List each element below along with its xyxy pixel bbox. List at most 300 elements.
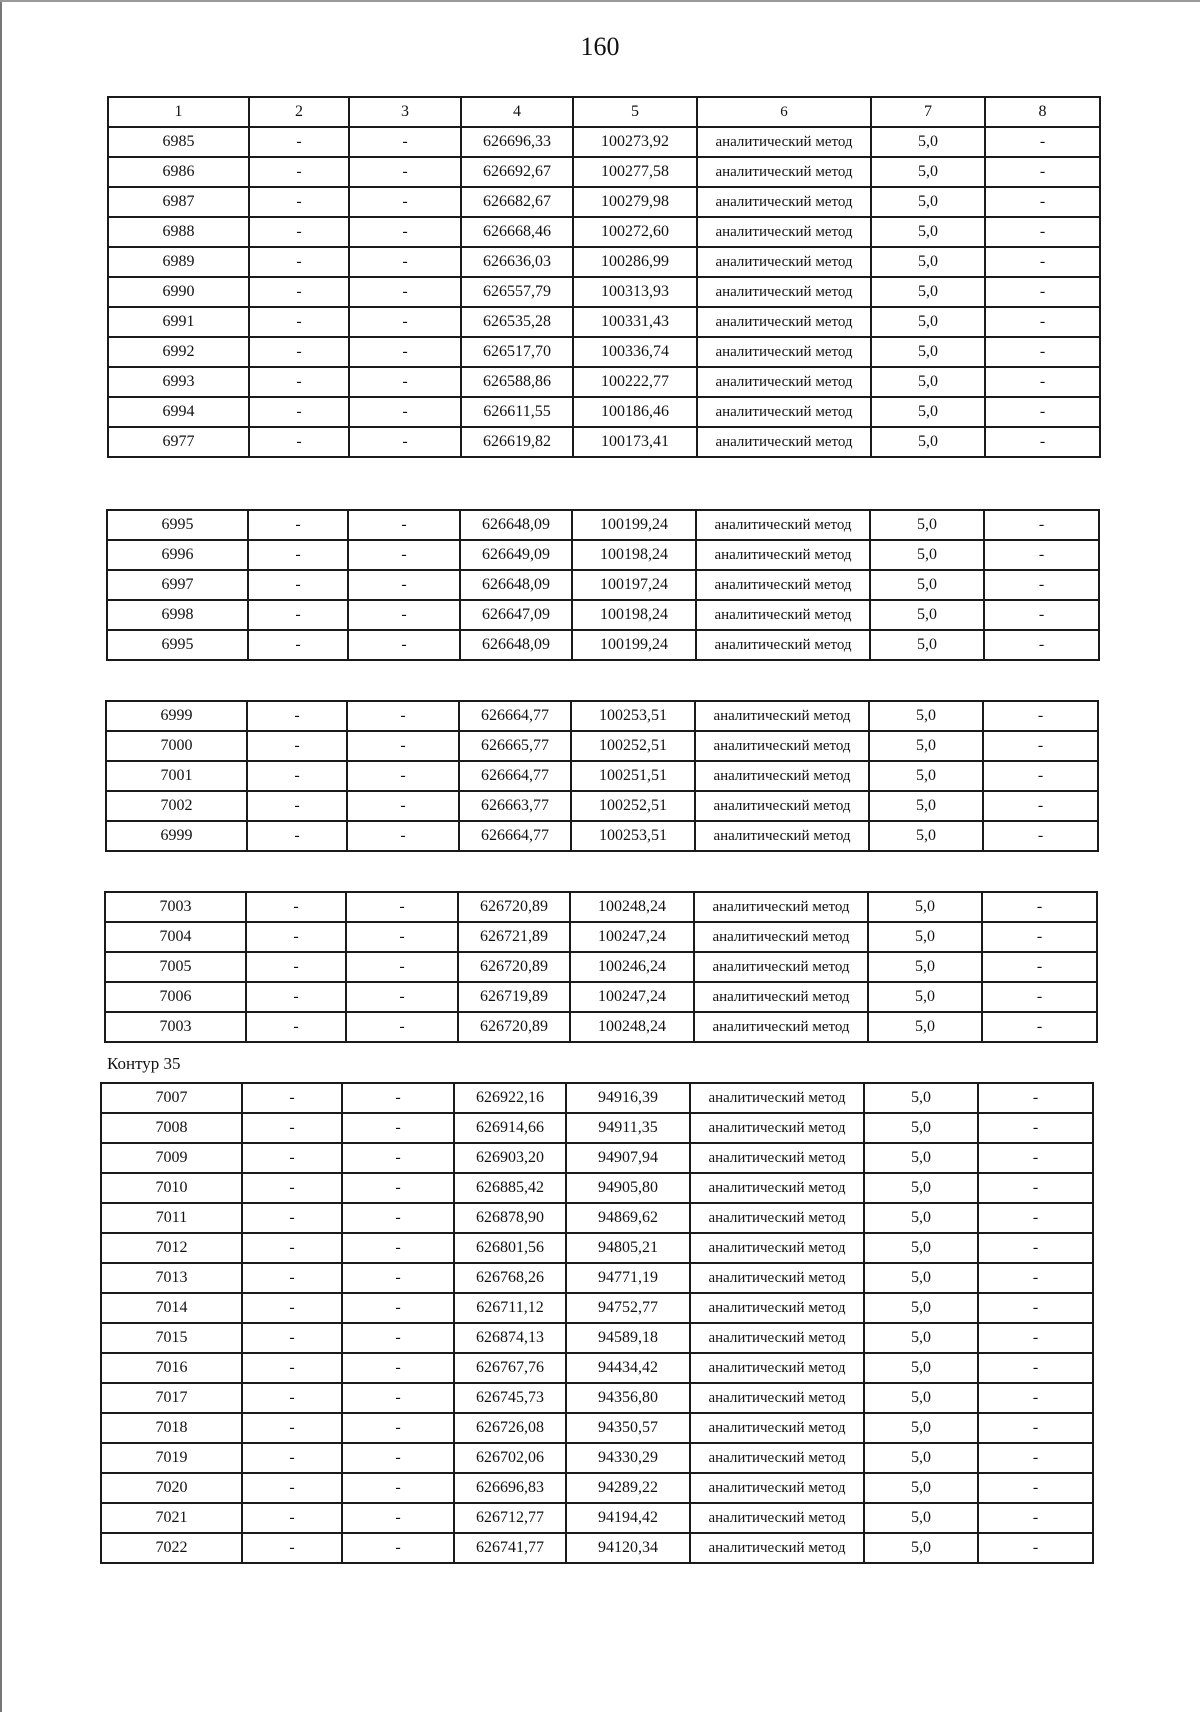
cell-accuracy: 5,0 [871, 307, 985, 337]
cell-col-2: - [242, 1263, 342, 1293]
cell-method: аналитический метод [690, 1533, 864, 1563]
cell-method: аналитический метод [690, 1383, 864, 1413]
cell-point-number: 6993 [108, 367, 249, 397]
cell-col-2: - [242, 1383, 342, 1413]
cell-coord-y: 100198,24 [572, 540, 696, 570]
cell-col-3: - [347, 731, 459, 761]
table-row [107, 540, 1099, 570]
cell-col-8: - [982, 952, 1097, 982]
cell-accuracy: 5,0 [871, 187, 985, 217]
table-row [101, 1533, 1093, 1563]
cell-coord-x: 626914,66 [454, 1113, 566, 1143]
cell-method: аналитический метод [697, 427, 871, 457]
cell-col-8: - [978, 1143, 1093, 1173]
cell-coord-y: 100279,98 [573, 187, 697, 217]
cell-point-number: 6999 [106, 821, 247, 851]
cell-coord-x: 626712,77 [454, 1503, 566, 1533]
cell-col-3: - [347, 701, 459, 731]
cell-point-number: 6997 [107, 570, 248, 600]
cell-col-2: - [246, 952, 346, 982]
cell-coord-x: 626668,46 [461, 217, 573, 247]
cell-accuracy: 5,0 [864, 1383, 978, 1413]
cell-col-2: - [247, 791, 347, 821]
cell-coord-x: 626721,89 [458, 922, 570, 952]
cell-coord-y: 100252,51 [571, 791, 695, 821]
cell-col-2: - [242, 1413, 342, 1443]
cell-col-8: - [978, 1293, 1093, 1323]
coordinates-table-group-4 [104, 891, 1098, 1043]
table-row [101, 1203, 1093, 1233]
cell-point-number: 6977 [108, 427, 249, 457]
table-row [108, 367, 1100, 397]
cell-method: аналитический метод [695, 761, 869, 791]
cell-col-2: - [249, 307, 349, 337]
cell-method: аналитический метод [690, 1203, 864, 1233]
table-row [101, 1413, 1093, 1443]
cell-accuracy: 5,0 [868, 892, 982, 922]
cell-col-3: - [342, 1083, 454, 1113]
cell-accuracy: 5,0 [868, 1012, 982, 1042]
table-row [106, 761, 1098, 791]
cell-coord-x: 626557,79 [461, 277, 573, 307]
cell-accuracy: 5,0 [869, 731, 983, 761]
cell-coord-y: 100336,74 [573, 337, 697, 367]
cell-accuracy: 5,0 [864, 1083, 978, 1113]
cell-coord-x: 626726,08 [454, 1413, 566, 1443]
cell-coord-x: 626719,89 [458, 982, 570, 1012]
cell-col-8: - [978, 1533, 1093, 1563]
cell-accuracy: 5,0 [870, 630, 984, 660]
cell-col-2: - [242, 1323, 342, 1353]
cell-col-2: - [242, 1173, 342, 1203]
cell-col-3: - [342, 1173, 454, 1203]
cell-coord-x: 626768,26 [454, 1263, 566, 1293]
cell-col-3: - [348, 540, 460, 570]
cell-point-number: 7000 [106, 731, 247, 761]
cell-col-8: - [985, 127, 1100, 157]
cell-col-2: - [248, 630, 348, 660]
cell-method: аналитический метод [697, 127, 871, 157]
cell-coord-x: 626648,09 [460, 630, 572, 660]
cell-col-8: - [985, 217, 1100, 247]
cell-coord-x: 626720,89 [458, 952, 570, 982]
cell-coord-y: 94916,39 [566, 1083, 690, 1113]
cell-col-3: - [348, 570, 460, 600]
cell-col-2: - [242, 1353, 342, 1383]
cell-method: аналитический метод [696, 570, 870, 600]
table-row [106, 701, 1098, 731]
coordinates-table-group-2 [106, 509, 1100, 661]
cell-col-2: - [249, 247, 349, 277]
cell-point-number: 7016 [101, 1353, 242, 1383]
cell-method: аналитический метод [690, 1233, 864, 1263]
cell-coord-y: 94330,29 [566, 1443, 690, 1473]
cell-point-number: 7017 [101, 1383, 242, 1413]
cell-col-8: - [985, 337, 1100, 367]
cell-coord-x: 626665,77 [459, 731, 571, 761]
cell-accuracy: 5,0 [870, 600, 984, 630]
cell-coord-x: 626885,42 [454, 1173, 566, 1203]
cell-col-8: - [984, 540, 1099, 570]
cell-coord-x: 626874,13 [454, 1323, 566, 1353]
cell-accuracy: 5,0 [864, 1233, 978, 1263]
cell-col-8: - [978, 1173, 1093, 1203]
cell-method: аналитический метод [697, 277, 871, 307]
cell-accuracy: 5,0 [869, 821, 983, 851]
cell-col-3: - [349, 307, 461, 337]
cell-coord-y: 94911,35 [566, 1113, 690, 1143]
cell-col-8: - [978, 1233, 1093, 1263]
table-row [101, 1143, 1093, 1173]
cell-col-2: - [248, 510, 348, 540]
cell-coord-y: 100199,24 [572, 630, 696, 660]
cell-col-2: - [247, 731, 347, 761]
cell-col-8: - [985, 397, 1100, 427]
cell-col-8: - [982, 1012, 1097, 1042]
cell-method: аналитический метод [697, 337, 871, 367]
cell-col-2: - [247, 761, 347, 791]
cell-col-3: - [349, 127, 461, 157]
cell-col-8: - [985, 187, 1100, 217]
cell-col-3: - [346, 1012, 458, 1042]
cell-col-3: - [342, 1443, 454, 1473]
cell-coord-x: 626664,77 [459, 821, 571, 851]
cell-accuracy: 5,0 [869, 791, 983, 821]
cell-col-3: - [342, 1473, 454, 1503]
cell-point-number: 6989 [108, 247, 249, 277]
cell-col-3: - [349, 157, 461, 187]
cell-accuracy: 5,0 [871, 277, 985, 307]
header-row [108, 97, 1100, 127]
table-row [101, 1503, 1093, 1533]
cell-method: аналитический метод [690, 1353, 864, 1383]
cell-point-number: 7021 [101, 1503, 242, 1533]
cell-col-3: - [347, 761, 459, 791]
cell-point-number: 7011 [101, 1203, 242, 1233]
cell-coord-y: 100197,24 [572, 570, 696, 600]
cell-col-8: 8 [985, 97, 1100, 127]
cell-point-number: 7002 [106, 791, 247, 821]
cell-point-number: 7019 [101, 1443, 242, 1473]
cell-coord-y: 5 [573, 97, 697, 127]
cell-point-number: 7010 [101, 1173, 242, 1203]
cell-accuracy: 5,0 [870, 510, 984, 540]
cell-point-number: 7003 [105, 892, 246, 922]
cell-coord-y: 100246,24 [570, 952, 694, 982]
cell-col-3: - [349, 217, 461, 247]
cell-point-number: 7014 [101, 1293, 242, 1323]
cell-col-3: - [342, 1113, 454, 1143]
cell-col-8: - [978, 1323, 1093, 1353]
cell-col-3: - [342, 1233, 454, 1263]
table-row [107, 510, 1099, 540]
table-row [101, 1323, 1093, 1353]
table-row [108, 247, 1100, 277]
cell-accuracy: 5,0 [871, 397, 985, 427]
cell-point-number: 7001 [106, 761, 247, 791]
cell-col-8: - [978, 1473, 1093, 1503]
cell-col-8: - [985, 427, 1100, 457]
cell-col-2: - [249, 127, 349, 157]
cell-coord-y: 100248,24 [570, 892, 694, 922]
table-row [105, 922, 1097, 952]
cell-coord-x: 626692,67 [461, 157, 573, 187]
cell-col-8: - [978, 1353, 1093, 1383]
cell-method: аналитический метод [690, 1323, 864, 1353]
table-row [107, 600, 1099, 630]
cell-col-8: - [985, 247, 1100, 277]
cell-coord-x: 626664,77 [459, 701, 571, 731]
cell-method: аналитический метод [695, 821, 869, 851]
cell-col-3: - [342, 1143, 454, 1173]
table-row [101, 1383, 1093, 1413]
cell-accuracy: 5,0 [870, 540, 984, 570]
cell-col-2: - [248, 600, 348, 630]
cell-accuracy: 5,0 [868, 952, 982, 982]
cell-point-number: 7008 [101, 1113, 242, 1143]
cell-col-2: - [249, 337, 349, 367]
cell-accuracy: 5,0 [864, 1323, 978, 1353]
cell-method: аналитический метод [697, 367, 871, 397]
cell-col-2: - [246, 982, 346, 1012]
cell-coord-y: 100313,93 [573, 277, 697, 307]
table-row [108, 217, 1100, 247]
cell-coord-y: 100247,24 [570, 982, 694, 1012]
cell-coord-y: 94356,80 [566, 1383, 690, 1413]
cell-method: аналитический метод [697, 397, 871, 427]
cell-point-number: 7009 [101, 1143, 242, 1173]
cell-coord-y: 94771,19 [566, 1263, 690, 1293]
cell-coord-x: 626711,12 [454, 1293, 566, 1323]
cell-col-2: - [242, 1083, 342, 1113]
cell-col-8: - [983, 821, 1098, 851]
table-row [108, 397, 1100, 427]
cell-coord-x: 626619,82 [461, 427, 573, 457]
table-row [101, 1173, 1093, 1203]
cell-coord-y: 100253,51 [571, 701, 695, 731]
cell-accuracy: 5,0 [864, 1173, 978, 1203]
cell-coord-y: 100186,46 [573, 397, 697, 427]
cell-col-2: - [242, 1533, 342, 1563]
cell-col-2: - [249, 187, 349, 217]
cell-coord-y: 100247,24 [570, 922, 694, 952]
page-number: 160 [580, 32, 620, 61]
cell-coord-x: 626922,16 [454, 1083, 566, 1113]
cell-accuracy: 5,0 [871, 427, 985, 457]
cell-col-8: - [982, 982, 1097, 1012]
cell-accuracy: 5,0 [870, 570, 984, 600]
cell-method: аналитический метод [690, 1113, 864, 1143]
cell-col-3: - [346, 982, 458, 1012]
table-row [101, 1083, 1093, 1113]
cell-col-8: - [978, 1083, 1093, 1113]
cell-method: 6 [697, 97, 871, 127]
cell-col-2: - [249, 277, 349, 307]
table-row [106, 821, 1098, 851]
cell-col-3: - [347, 791, 459, 821]
cell-accuracy: 5,0 [869, 701, 983, 731]
cell-accuracy: 5,0 [869, 761, 983, 791]
cell-coord-x: 626663,77 [459, 791, 571, 821]
cell-col-8: - [978, 1203, 1093, 1233]
cell-coord-x: 626720,89 [458, 1012, 570, 1042]
cell-coord-x: 626682,67 [461, 187, 573, 217]
table-row [108, 307, 1100, 337]
cell-accuracy: 5,0 [868, 982, 982, 1012]
cell-method: аналитический метод [690, 1473, 864, 1503]
cell-col-3: - [349, 397, 461, 427]
cell-method: аналитический метод [694, 952, 868, 982]
cell-method: аналитический метод [690, 1263, 864, 1293]
cell-method: аналитический метод [690, 1443, 864, 1473]
scan-top-edge [0, 0, 1200, 2]
cell-col-2: - [246, 922, 346, 952]
cell-col-3: - [346, 922, 458, 952]
cell-col-3: - [349, 367, 461, 397]
cell-col-2: - [249, 157, 349, 187]
cell-col-3: - [346, 952, 458, 982]
cell-coord-y: 94752,77 [566, 1293, 690, 1323]
cell-point-number: 6998 [107, 600, 248, 630]
cell-col-3: - [349, 247, 461, 277]
contour-label: Контур 35 [107, 1054, 181, 1073]
cell-accuracy: 5,0 [864, 1263, 978, 1293]
cell-col-2: - [242, 1203, 342, 1233]
cell-col-2: 2 [249, 97, 349, 127]
cell-col-3: - [349, 427, 461, 457]
cell-point-number: 6992 [108, 337, 249, 367]
cell-coord-x: 626696,33 [461, 127, 573, 157]
cell-coord-x: 626741,77 [454, 1533, 566, 1563]
cell-point-number: 7003 [105, 1012, 246, 1042]
cell-accuracy: 5,0 [864, 1143, 978, 1173]
cell-method: аналитический метод [697, 187, 871, 217]
table-row [108, 277, 1100, 307]
cell-method: аналитический метод [694, 1012, 868, 1042]
cell-col-2: - [246, 1012, 346, 1042]
cell-point-number: 7015 [101, 1323, 242, 1353]
cell-method: аналитический метод [695, 701, 869, 731]
cell-col-3: - [348, 600, 460, 630]
cell-col-8: - [985, 367, 1100, 397]
cell-coord-y: 94805,21 [566, 1233, 690, 1263]
cell-col-2: - [242, 1293, 342, 1323]
cell-col-8: - [978, 1263, 1093, 1293]
cell-col-3: - [342, 1353, 454, 1383]
cell-coord-y: 100198,24 [572, 600, 696, 630]
cell-coord-x: 626767,76 [454, 1353, 566, 1383]
table-row [101, 1263, 1093, 1293]
cell-col-3: - [342, 1413, 454, 1443]
cell-col-8: - [985, 277, 1100, 307]
cell-method: аналитический метод [690, 1413, 864, 1443]
cell-method: аналитический метод [694, 982, 868, 1012]
cell-col-8: - [982, 922, 1097, 952]
cell-accuracy: 7 [871, 97, 985, 127]
cell-method: аналитический метод [696, 540, 870, 570]
cell-coord-x: 626664,77 [459, 761, 571, 791]
cell-coord-y: 94289,22 [566, 1473, 690, 1503]
cell-col-3: - [342, 1293, 454, 1323]
coordinates-table-group-1 [107, 96, 1101, 458]
cell-coord-y: 94350,57 [566, 1413, 690, 1443]
cell-col-8: - [982, 892, 1097, 922]
table-row [108, 157, 1100, 187]
cell-point-number: 7007 [101, 1083, 242, 1113]
cell-method: аналитический метод [690, 1293, 864, 1323]
cell-accuracy: 5,0 [864, 1533, 978, 1563]
cell-col-2: - [242, 1233, 342, 1263]
table-row [108, 337, 1100, 367]
cell-method: аналитический метод [697, 157, 871, 187]
cell-method: аналитический метод [696, 630, 870, 660]
coordinates-table-group-3 [105, 700, 1099, 852]
cell-col-8: - [978, 1503, 1093, 1533]
cell-point-number: 6994 [108, 397, 249, 427]
table-row [107, 570, 1099, 600]
table-row [105, 982, 1097, 1012]
cell-accuracy: 5,0 [864, 1443, 978, 1473]
cell-coord-y: 94869,62 [566, 1203, 690, 1233]
cell-col-8: - [984, 630, 1099, 660]
cell-col-8: - [985, 157, 1100, 187]
table-row [108, 427, 1100, 457]
cell-accuracy: 5,0 [871, 127, 985, 157]
table-row [105, 952, 1097, 982]
cell-point-number: 7006 [105, 982, 246, 1012]
cell-col-8: - [984, 570, 1099, 600]
coordinates-table-group-contour-35 [100, 1082, 1094, 1564]
cell-accuracy: 5,0 [871, 337, 985, 367]
cell-col-3: - [346, 892, 458, 922]
cell-col-8: - [984, 510, 1099, 540]
cell-col-2: - [249, 397, 349, 427]
cell-col-3: - [342, 1503, 454, 1533]
cell-col-3: - [349, 337, 461, 367]
cell-col-3: - [342, 1533, 454, 1563]
cell-method: аналитический метод [697, 217, 871, 247]
cell-coord-y: 94120,34 [566, 1533, 690, 1563]
cell-method: аналитический метод [696, 510, 870, 540]
cell-coord-y: 94434,42 [566, 1353, 690, 1383]
cell-point-number: 7004 [105, 922, 246, 952]
cell-col-8: - [978, 1443, 1093, 1473]
cell-col-2: - [242, 1473, 342, 1503]
cell-col-3: - [347, 821, 459, 851]
cell-coord-x: 4 [461, 97, 573, 127]
cell-method: аналитический метод [690, 1143, 864, 1173]
cell-col-2: - [246, 892, 346, 922]
cell-method: аналитический метод [694, 892, 868, 922]
cell-method: аналитический метод [690, 1173, 864, 1203]
cell-col-8: - [983, 761, 1098, 791]
cell-coord-x: 626696,83 [454, 1473, 566, 1503]
cell-coord-x: 626636,03 [461, 247, 573, 277]
cell-method: аналитический метод [695, 731, 869, 761]
table-row [107, 630, 1099, 660]
cell-col-3: - [342, 1203, 454, 1233]
cell-coord-x: 626647,09 [460, 600, 572, 630]
table-row [101, 1293, 1093, 1323]
cell-point-number: 6988 [108, 217, 249, 247]
cell-accuracy: 5,0 [864, 1413, 978, 1443]
cell-coord-x: 626745,73 [454, 1383, 566, 1413]
cell-method: аналитический метод [695, 791, 869, 821]
cell-col-8: - [983, 731, 1098, 761]
cell-point-number: 7013 [101, 1263, 242, 1293]
cell-coord-x: 626903,20 [454, 1143, 566, 1173]
table-row [106, 791, 1098, 821]
